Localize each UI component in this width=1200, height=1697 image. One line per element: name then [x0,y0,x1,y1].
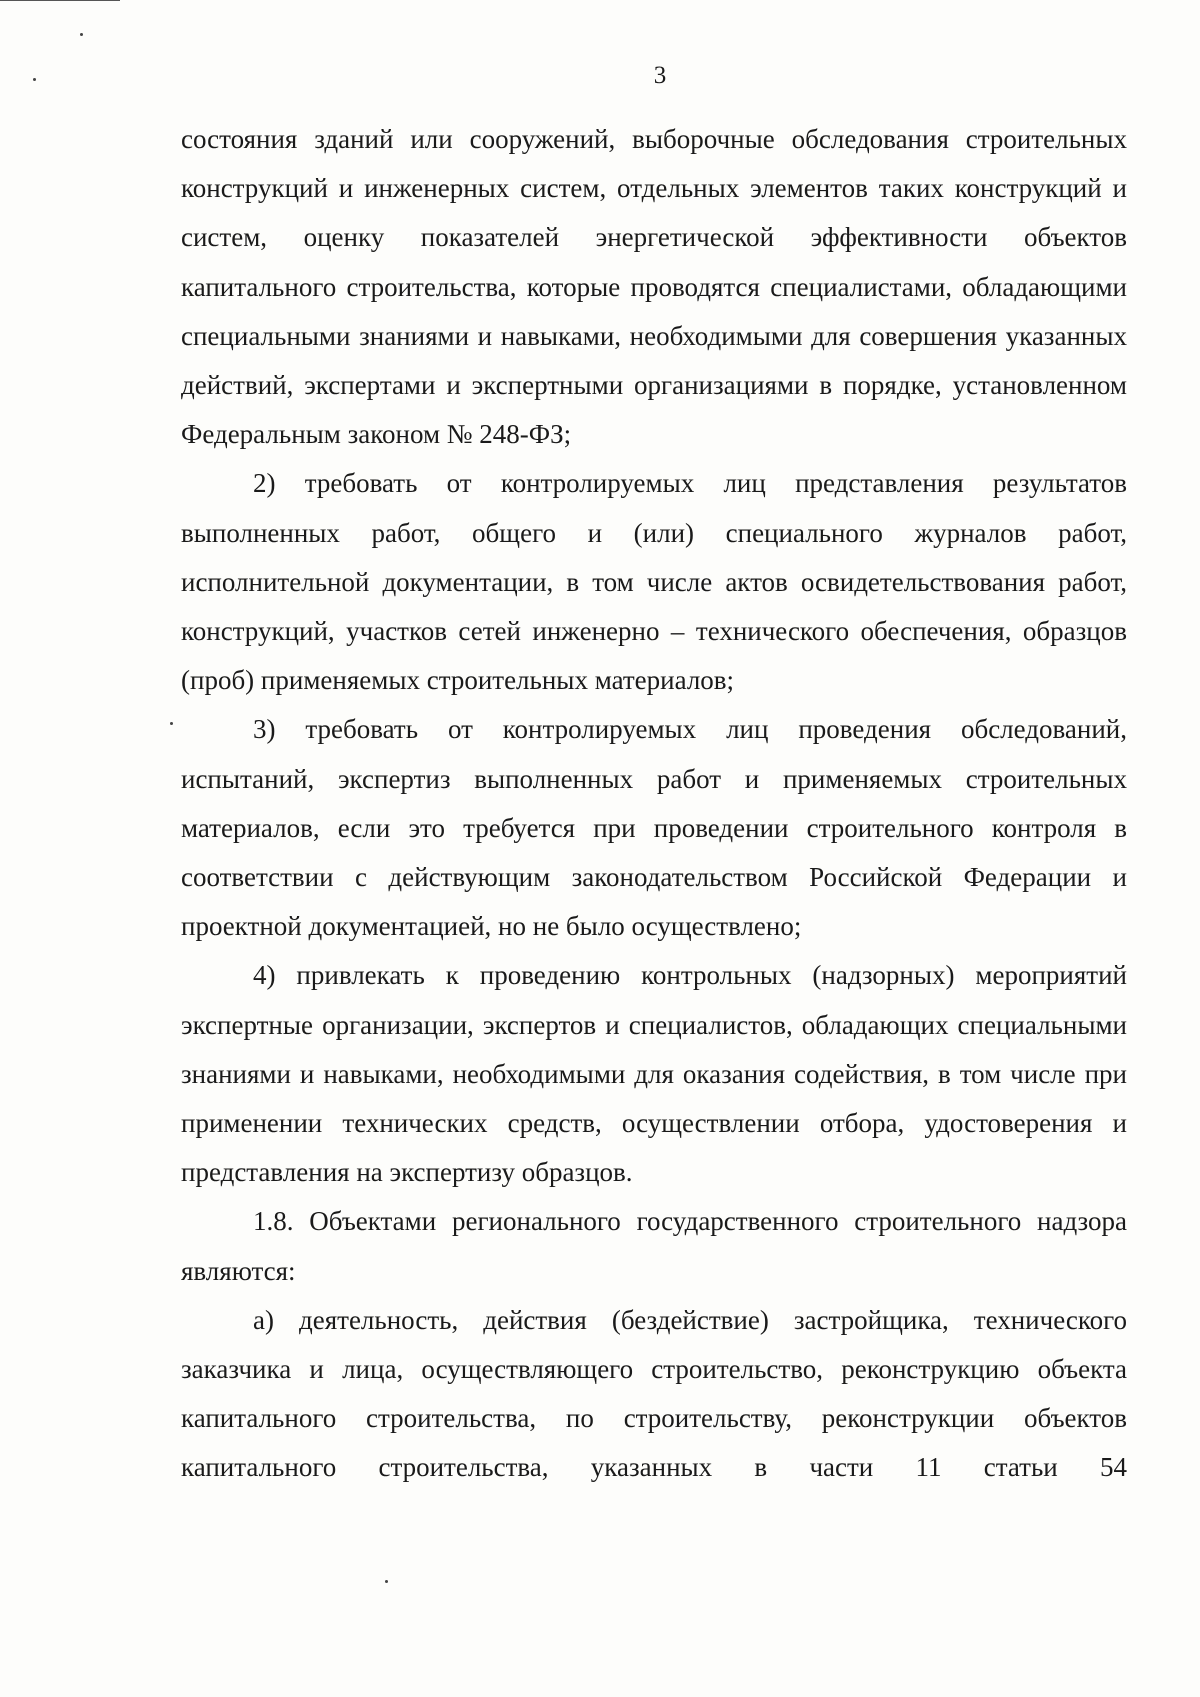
document-body [181,115,1127,1493]
paragraph: а) деятельность, действия (бездействие) застройщика, технического заказчика и лица, осуществляющего строительство, реконструкцию объекта капитального строительства, по строительству, реконструкции объектов капитального строительства, указанных в части 11 статьи 54 [181,1304,1127,1483]
scan-speck [80,33,83,36]
scan-speck [385,1580,388,1583]
paragraph: 3) требовать от контролируемых лиц проведения обследований, испытаний, экспертиз выполненных работ и применяемых строительных материалов, если это требуется при проведении строительного контроля в соответствии с действующим законодательством Российской Федерации и проектной документацией, но не было осуществлено; [181,714,1127,942]
page-number: 3 [653,62,667,89]
paragraph: 2) требовать от контролируемых лиц представления результатов выполненных работ, общего и (или) специального журналов работ, исполнительной документации, в том числе актов освидетельствования работ, конструкций, участков сетей инженерно – технического обеспечения, образцов (проб) применяемых строительных материалов; [181,468,1127,696]
scan-border-line [0,0,120,1]
scan-speck [170,722,173,725]
paragraph: 4) привлекать к проведению контрольных (надзорных) мероприятий экспертные организации, экспертов и специалистов, обладающих специальными знаниями и навыками, необходимыми для оказания содействия, в том числе при применении технических средств, осуществлении отбора, удостоверения и представления на экспертизу образцов. [181,960,1127,1188]
paragraph: состояния зданий или сооружений, выборочные обследования строительных конструкций и инженерных систем, отдельных элементов таких конструкций и систем, оценку показателей энергетической эффективности объектов капитального строительства, которые проводятся специалистами, обладающими специальными знаниями и навыками, необходимыми для совершения указанных действий, экспертами и экспертными организациями в порядке, установленном Федеральным законом № 248-ФЗ; [181,124,1127,450]
paragraph: 1.8. Объектами регионального государственного строительного надзора являются: [181,1206,1127,1286]
